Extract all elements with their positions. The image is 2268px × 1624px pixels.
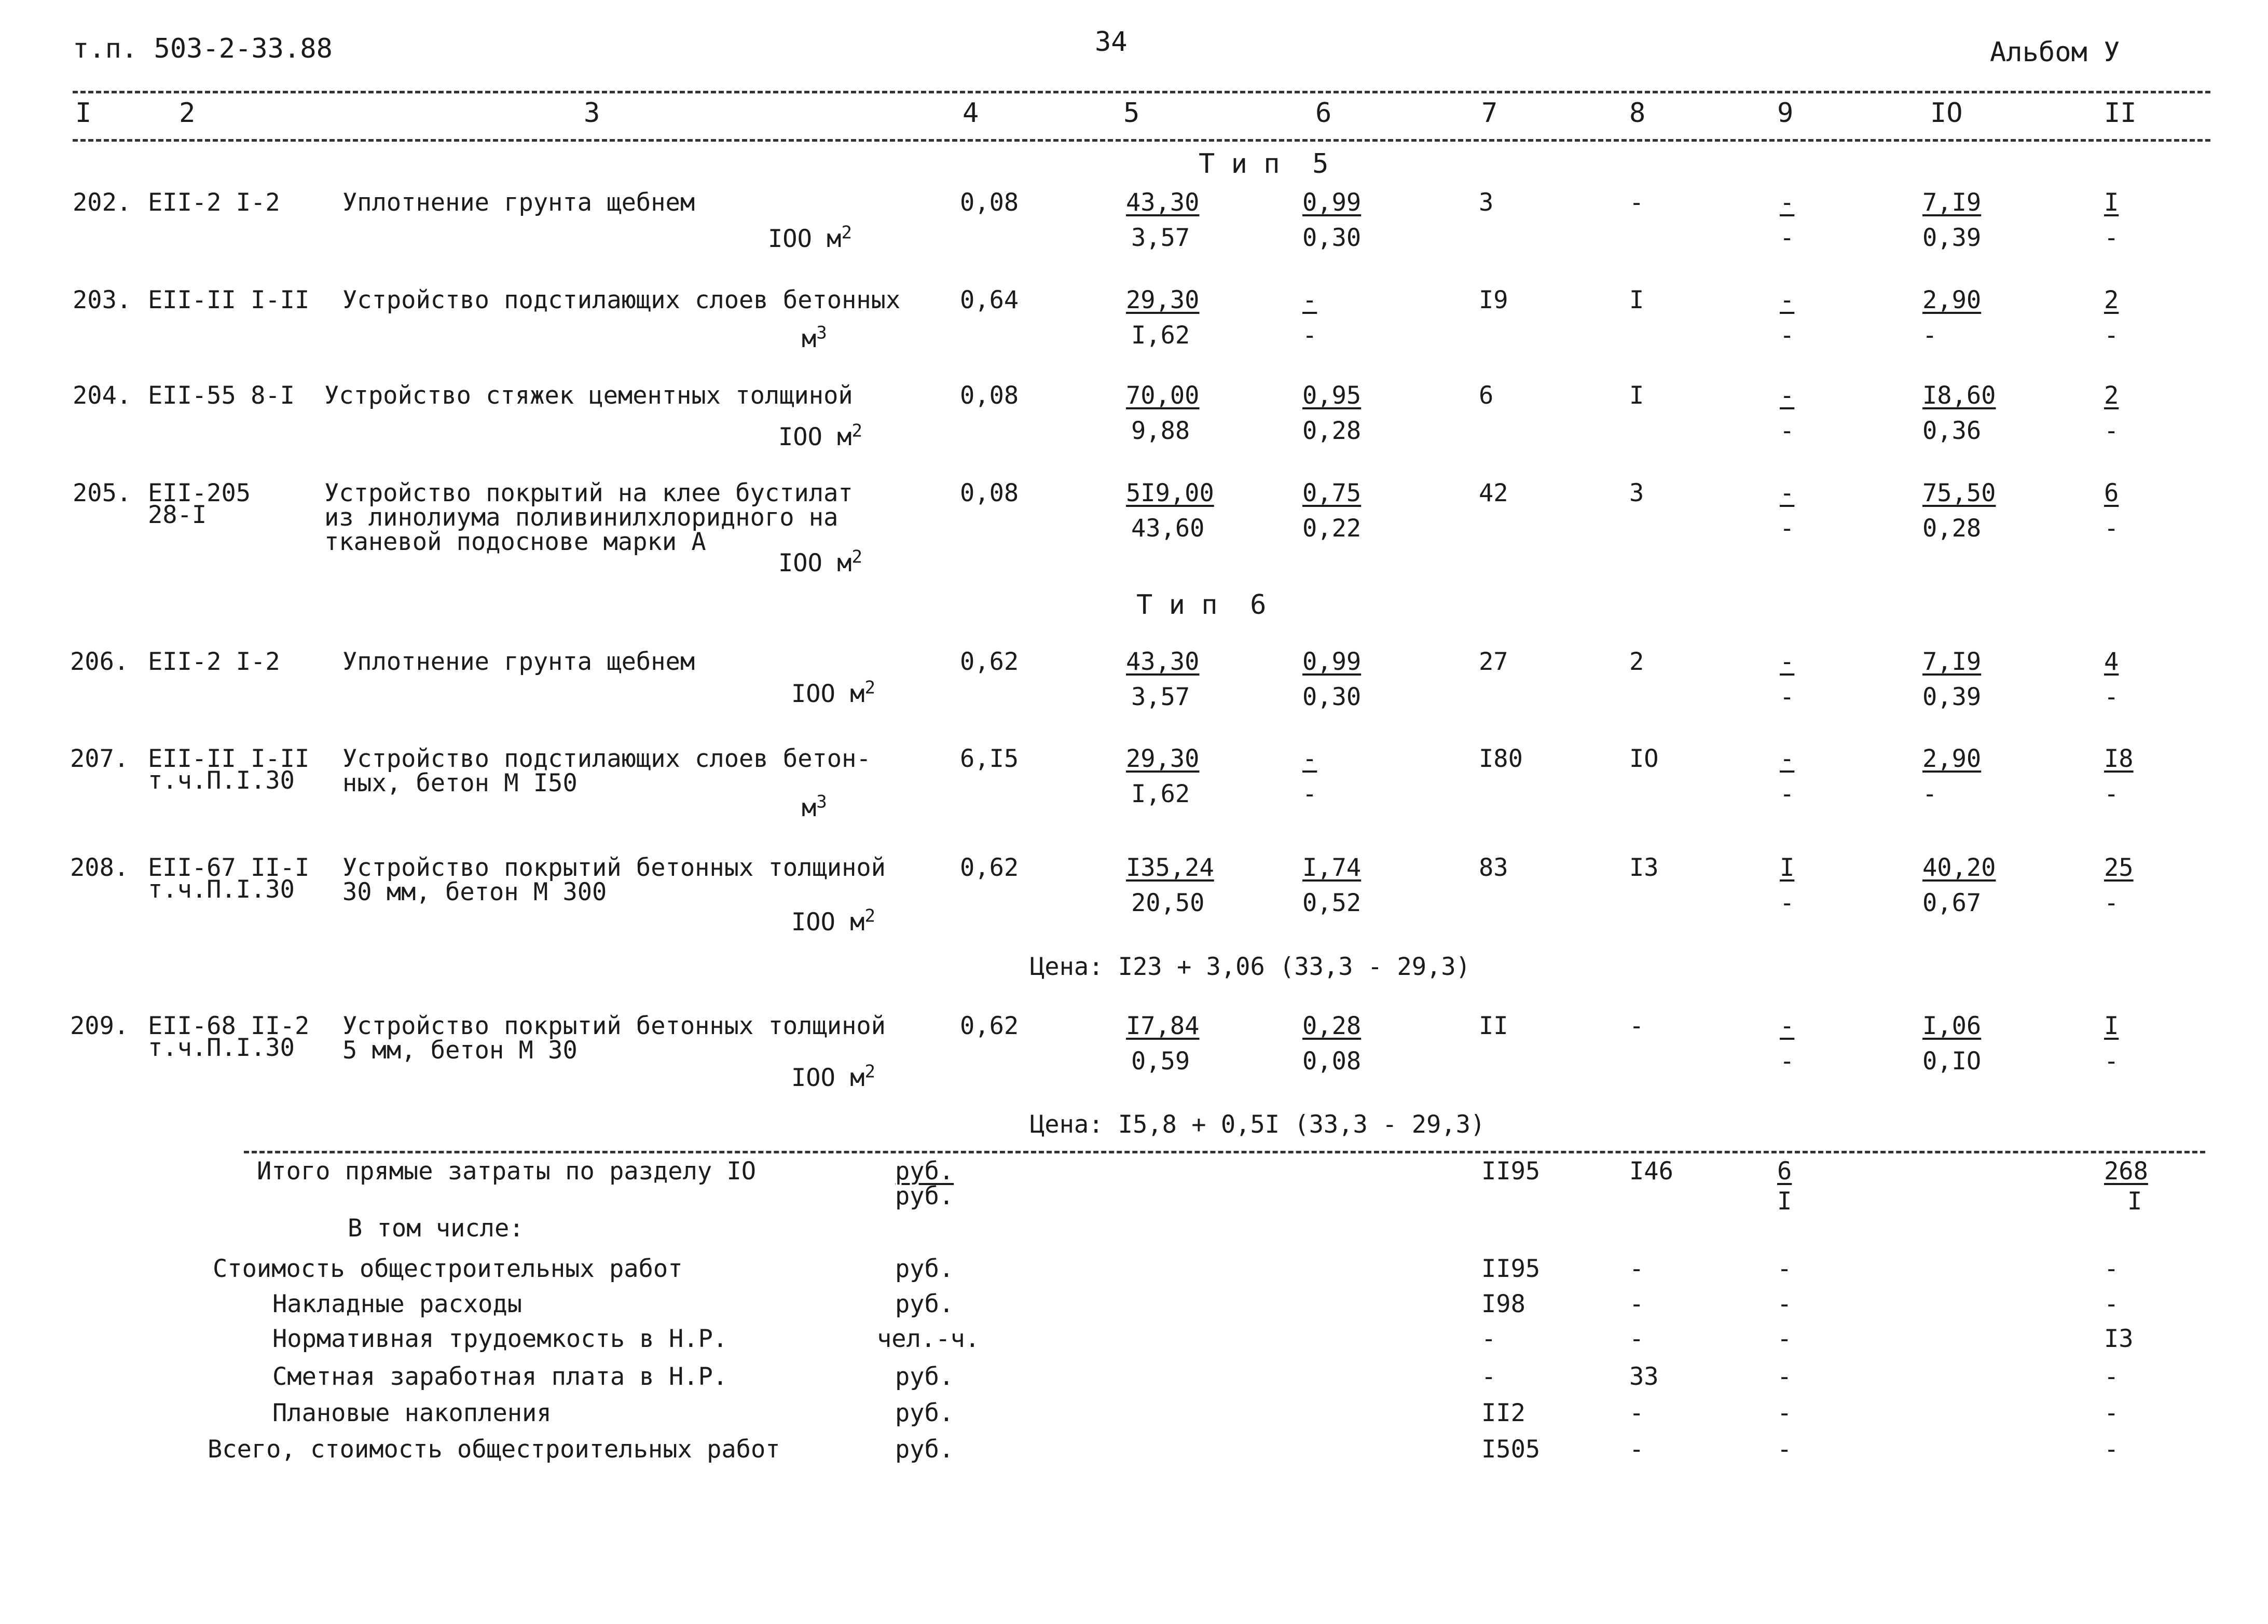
totals-labor: - <box>2104 1362 2119 1391</box>
labor-machinist-total: - <box>2104 224 2119 252</box>
unit-cost: I35,24 <box>1126 854 1214 882</box>
col-3: 3 <box>584 98 600 129</box>
totals-unit: руб. <box>895 1255 954 1283</box>
norm-code-note: т.ч.П.I.30 <box>148 1034 295 1062</box>
quantity: 0,08 <box>960 479 1019 507</box>
totals-machine: 6 <box>1777 1157 1792 1186</box>
unit-machine-cost: 0,99 <box>1302 648 1362 676</box>
totals-cost: II2 <box>1481 1399 1525 1427</box>
totals-machine: - <box>1777 1290 1792 1318</box>
labor-machinist-per-unit: 0,36 <box>1922 417 1982 445</box>
machine-wage-total: - <box>1780 1047 1795 1076</box>
total-cost: 42 <box>1479 479 1508 507</box>
unit-machine-cost: - <box>1302 286 1317 314</box>
total-cost: 83 <box>1479 854 1508 882</box>
totals-label: В том числе: <box>348 1214 524 1243</box>
total-cost: 3 <box>1479 188 1494 217</box>
norm-code: ЕII-II I-II <box>148 745 310 773</box>
section-title-type5: Т и п 5 <box>1199 148 1329 180</box>
totals-wage: - <box>1629 1290 1644 1318</box>
totals-machine: - <box>1777 1362 1792 1391</box>
measure-unit: IOO $м^2$ <box>778 420 862 451</box>
totals-unit: чел.-ч. <box>877 1325 980 1353</box>
work-description: Уплотнение грунта щебнем <box>342 188 695 217</box>
quantity: 0,62 <box>960 1012 1019 1040</box>
totals-unit: руб. <box>895 1290 954 1318</box>
machine-wage-total: - <box>1780 889 1795 917</box>
totals-rule <box>244 1151 2205 1153</box>
norm-code: ЕII-205 <box>148 479 251 507</box>
labor-machinist-total: - <box>2104 514 2119 543</box>
totals-unit: руб. <box>895 1157 954 1186</box>
machine-wage-total: - <box>1780 321 1795 350</box>
unit-machine-wage: 0,08 <box>1302 1047 1362 1076</box>
labor-machinist-total: - <box>2104 1047 2119 1076</box>
work-description-line2: 30 мм, бетон М 300 <box>342 878 607 906</box>
quantity: 0,62 <box>960 648 1019 676</box>
unit-cost: I7,84 <box>1126 1012 1200 1040</box>
totals-unit: руб. <box>895 1362 954 1391</box>
total-wage: 3 <box>1629 479 1644 507</box>
unit-machine-wage: - <box>1302 780 1317 808</box>
unit-cost: 70,00 <box>1126 381 1200 410</box>
totals-machine: - <box>1777 1399 1792 1427</box>
col-9: 9 <box>1777 98 1794 129</box>
norm-code: ЕII-68 II-2 <box>148 1012 310 1040</box>
work-description: Устройство покрытий на клее бустилат <box>324 479 853 507</box>
totals-cost: II95 <box>1481 1157 1541 1186</box>
col-7: 7 <box>1481 98 1498 129</box>
totals-label: Стоимость общестроительных работ <box>213 1255 683 1283</box>
totals-cost: I98 <box>1481 1290 1525 1318</box>
machine-total: - <box>1780 1012 1795 1040</box>
unit-machine-wage: 0,22 <box>1302 514 1362 543</box>
unit-wage: 43,60 <box>1131 514 1205 543</box>
unit-machine-cost: 0,99 <box>1302 188 1362 217</box>
totals-wage: - <box>1629 1399 1644 1427</box>
work-description: Устройство подстилающих слоев бетон- <box>342 745 871 773</box>
work-description: Устройство покрытий бетонных толщиной <box>342 1012 886 1040</box>
unit-machine-wage: 0,30 <box>1302 683 1362 711</box>
row-number: 207. <box>70 745 129 773</box>
unit-machine-wage: 0,28 <box>1302 417 1362 445</box>
quantity: 0,64 <box>960 286 1019 314</box>
document-code: т.п. 503-2-33.88 <box>73 33 333 64</box>
unit-wage: 20,50 <box>1131 889 1205 917</box>
total-wage: IO <box>1629 745 1659 773</box>
unit-machine-cost: 0,75 <box>1302 479 1362 507</box>
price-formula-209: Цена: I5,8 + 0,5I (33,3 - 29,3) <box>1030 1110 1486 1139</box>
measure-unit: IOO $м^2$ <box>791 1061 875 1092</box>
machine-total: - <box>1780 188 1795 217</box>
labor-per-unit: 7,I9 <box>1922 648 1982 676</box>
unit-machine-cost: 0,28 <box>1302 1012 1362 1040</box>
norm-code-note: т.ч.П.I.30 <box>148 766 295 795</box>
total-wage: I <box>1629 286 1644 314</box>
labor-total: I8 <box>2104 745 2134 773</box>
labor-per-unit: 40,20 <box>1922 854 1996 882</box>
labor-total: 6 <box>2104 479 2119 507</box>
unit-machine-wage: 0,52 <box>1302 889 1362 917</box>
totals-label: Нормативная трудоемкость в Н.Р. <box>272 1325 728 1353</box>
row-number: 208. <box>70 854 129 882</box>
labor-per-unit: 2,90 <box>1922 745 1982 773</box>
norm-code-note: 28-I <box>148 501 207 529</box>
price-formula-208: Цена: I23 + 3,06 (33,3 - 29,3) <box>1030 953 1470 981</box>
totals-machine: - <box>1777 1255 1792 1283</box>
totals-wage: - <box>1629 1255 1644 1283</box>
totals-label: Итого прямые затраты по разделу IO <box>257 1157 757 1186</box>
labor-machinist-per-unit: - <box>1922 321 1937 350</box>
labor-machinist-per-unit: 0,39 <box>1922 683 1982 711</box>
totals-cost: - <box>1481 1325 1496 1353</box>
page-number: 34 <box>1095 26 1128 58</box>
unit-wage: 0,59 <box>1131 1047 1190 1076</box>
row-number: 204. <box>73 381 132 410</box>
work-description-line2: 5 мм, бетон М 30 <box>342 1036 578 1065</box>
norm-code-note: т.ч.П.I.30 <box>148 875 295 904</box>
machine-total: - <box>1780 648 1795 676</box>
row-number: 203. <box>73 286 132 314</box>
album-label: Альбом У <box>1990 37 2120 68</box>
totals-labor: 268 <box>2104 1157 2148 1186</box>
work-description: Уплотнение грунта щебнем <box>342 648 695 676</box>
measure-unit: IOO $м^2$ <box>778 546 862 577</box>
work-description-line2: ных, бетон М I50 <box>342 769 578 797</box>
total-wage: 2 <box>1629 648 1644 676</box>
total-cost: II <box>1479 1012 1508 1040</box>
unit-wage: I,62 <box>1131 321 1190 350</box>
unit-machine-cost: 0,95 <box>1302 381 1362 410</box>
measure-unit: $м^3$ <box>802 322 827 353</box>
unit-wage: 3,57 <box>1131 224 1190 252</box>
col-6: 6 <box>1315 98 1332 129</box>
machine-wage-total: - <box>1780 780 1795 808</box>
totals-labor: - <box>2104 1399 2119 1427</box>
totals-labor: - <box>2104 1255 2119 1283</box>
unit-cost: 5I9,00 <box>1126 479 1214 507</box>
labor-machinist-total: - <box>2104 321 2119 350</box>
machine-total: - <box>1780 479 1795 507</box>
totals-machine: - <box>1777 1435 1792 1464</box>
measure-unit: IOO $м^2$ <box>791 905 875 937</box>
labor-total: 2 <box>2104 286 2119 314</box>
total-wage: I <box>1629 381 1644 410</box>
totals-labor: - <box>2104 1435 2119 1464</box>
labor-machinist-total: - <box>2104 780 2119 808</box>
labor-machinist-total: - <box>2104 417 2119 445</box>
machine-wage-total: - <box>1780 514 1795 543</box>
machine-total: - <box>1780 381 1795 410</box>
norm-code: ЕII-2 I-2 <box>148 188 280 217</box>
totals-label: Накладные расходы <box>272 1290 523 1318</box>
measure-unit: IOO $м^2$ <box>791 677 875 708</box>
labor-machinist-per-unit: 0,IO <box>1922 1047 1982 1076</box>
unit-machine-cost: - <box>1302 745 1317 773</box>
norm-code: ЕII-67 II-I <box>148 854 310 882</box>
measure-unit: $м^3$ <box>802 791 827 822</box>
unit-wage: I,62 <box>1131 780 1190 808</box>
unit-machine-wage: - <box>1302 321 1317 350</box>
row-number: 209. <box>70 1012 129 1040</box>
unit-machine-cost: I,74 <box>1302 854 1362 882</box>
machine-total: - <box>1780 286 1795 314</box>
labor-machinist-total: - <box>2104 889 2119 917</box>
header-rule-top <box>73 91 2210 93</box>
section-title-type6: Т и п 6 <box>1136 589 1267 621</box>
col-5: 5 <box>1123 98 1140 129</box>
col-1: I <box>75 98 92 129</box>
labor-machinist-per-unit: - <box>1922 780 1937 808</box>
labor-total: 25 <box>2104 854 2134 882</box>
total-cost: I80 <box>1479 745 1523 773</box>
col-8: 8 <box>1629 98 1646 129</box>
work-description: Устройство подстилающих слоев бетонных <box>342 286 901 314</box>
total-wage: - <box>1629 1012 1644 1040</box>
col-4: 4 <box>963 98 979 129</box>
machine-wage-total: - <box>1780 683 1795 711</box>
labor-per-unit: 75,50 <box>1922 479 1996 507</box>
quantity: 6,I5 <box>960 745 1019 773</box>
unit-wage: 3,57 <box>1131 683 1190 711</box>
quantity: 0,62 <box>960 854 1019 882</box>
totals-label: Плановые накопления <box>272 1399 552 1427</box>
totals-labor: I3 <box>2104 1325 2134 1353</box>
measure-unit: IOO $м^2$ <box>768 222 852 253</box>
labor-per-unit: I8,60 <box>1922 381 1996 410</box>
labor-total: 4 <box>2104 648 2119 676</box>
total-wage: I3 <box>1629 854 1659 882</box>
totals-labor: - <box>2104 1290 2119 1318</box>
totals-labor: I <box>2127 1187 2142 1216</box>
col-2: 2 <box>179 98 196 129</box>
row-number: 206. <box>70 648 129 676</box>
totals-wage: 33 <box>1629 1362 1659 1391</box>
total-cost: I9 <box>1479 286 1508 314</box>
norm-code: ЕII-55 8-I <box>148 381 295 410</box>
header-rule-bottom <box>73 139 2210 142</box>
totals-unit: руб. <box>895 1182 954 1210</box>
unit-cost: 43,30 <box>1126 648 1200 676</box>
labor-machinist-per-unit: 0,67 <box>1922 889 1982 917</box>
work-description-line2: из линолиума поливинилхлоридного на <box>324 503 839 532</box>
col-11: II <box>2104 98 2137 129</box>
unit-cost: 43,30 <box>1126 188 1200 217</box>
work-description: Устройство стяжек цементных толщиной <box>324 381 853 410</box>
labor-per-unit: 2,90 <box>1922 286 1982 314</box>
labor-total: 2 <box>2104 381 2119 410</box>
totals-unit: руб. <box>895 1399 954 1427</box>
labor-machinist-total: - <box>2104 683 2119 711</box>
total-cost: 27 <box>1479 648 1508 676</box>
norm-code: ЕII-II I-II <box>148 286 310 314</box>
work-description-line3: тканевой подоснове марки А <box>324 528 706 556</box>
unit-cost: 29,30 <box>1126 286 1200 314</box>
total-wage: - <box>1629 188 1644 217</box>
totals-label: Всего, стоимость общестроительных работ <box>208 1435 780 1464</box>
row-number: 205. <box>73 479 132 507</box>
work-description: Устройство покрытий бетонных толщиной <box>342 854 886 882</box>
quantity: 0,08 <box>960 381 1019 410</box>
labor-total: I <box>2104 1012 2119 1040</box>
col-10: IO <box>1930 98 1963 129</box>
norm-code: ЕII-2 I-2 <box>148 648 280 676</box>
machine-wage-total: - <box>1780 417 1795 445</box>
unit-cost: 29,30 <box>1126 745 1200 773</box>
labor-machinist-per-unit: 0,28 <box>1922 514 1982 543</box>
totals-label: Сметная заработная плата в Н.Р. <box>272 1362 728 1391</box>
totals-cost: - <box>1481 1362 1496 1391</box>
totals-wage: I46 <box>1629 1157 1673 1186</box>
unit-machine-wage: 0,30 <box>1302 224 1362 252</box>
machine-wage-total: - <box>1780 224 1795 252</box>
totals-unit: руб. <box>895 1435 954 1464</box>
labor-machinist-per-unit: 0,39 <box>1922 224 1982 252</box>
totals-machine: - <box>1777 1325 1792 1353</box>
machine-total: I <box>1780 854 1795 882</box>
totals-cost: I505 <box>1481 1435 1541 1464</box>
totals-wage: - <box>1629 1325 1644 1353</box>
labor-total: I <box>2104 188 2119 217</box>
quantity: 0,08 <box>960 188 1019 217</box>
totals-machine: I <box>1777 1187 1792 1216</box>
labor-per-unit: 7,I9 <box>1922 188 1982 217</box>
labor-per-unit: I,06 <box>1922 1012 1982 1040</box>
unit-wage: 9,88 <box>1131 417 1190 445</box>
totals-wage: - <box>1629 1435 1644 1464</box>
totals-cost: II95 <box>1481 1255 1541 1283</box>
row-number: 202. <box>73 188 132 217</box>
machine-total: - <box>1780 745 1795 773</box>
total-cost: 6 <box>1479 381 1494 410</box>
